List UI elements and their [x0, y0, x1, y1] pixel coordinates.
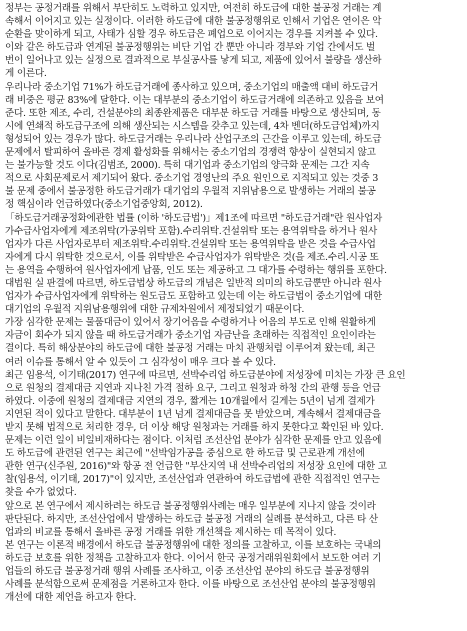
text-line: 번이 일어나고 있는 실정으로 결과적으로 부실공사를 낳게 되고, 제품에 있어서 불량을 생산하 [5, 55, 382, 67]
text-line: 래 비중은 평균 83%에 달한다. 이는 대부분의 중소기업이 하도급거래에 의존하고 있음을 보여 [5, 94, 384, 106]
text-line: 는 용역을 수행하여 원사업자에게 납품, 인도 또는 제공하고 그 대가를 수령하는 행위를 포한다. [5, 264, 387, 276]
text-line: 정 핵심이라 언급하였다(중소기업중앙회, 2012). [5, 199, 203, 211]
text-line: 문제에서 탈피하여 올바른 경제 활성화를 위해서는 중소기업의 경쟁력 향상이 실현되지 않고 [5, 147, 376, 159]
paragraph [5, 316, 463, 368]
text-line: 개선에 대한 제언을 하고자 한다. [5, 592, 137, 604]
text-line: 판단된다. 하지만, 조선산업에서 발생하는 하도급 불공정 거래의 실례를 분석하고, 다른 타 산 [5, 513, 378, 525]
text-line: 가장 심각한 문제는 물품대금이 있어서 장기어음을 수령하거나 어음의 부도로 인해 원활하게 [5, 317, 376, 329]
text-line: 순환을 맞이하게 되고, 사태가 심할 경우 하도급은 폐업으로 이어지는 경우를 지켜볼 수 있다. [5, 29, 378, 41]
paragraph [5, 369, 463, 500]
text-line: 는 불가능할 것도 이다(김범조, 2000). 특히 대기업과 중소기업의 양극화 문제는 그간 지속 [5, 160, 370, 172]
text-line: 이와 같은 하도급과 연계된 불공정행위는 비단 기업 간 뿐만 아니라 경부와 기업 간에서도 벌 [5, 42, 376, 54]
text-line: 업자가 수급사업자에게 위탁하는 원도급도 포함하고 있는데 이는 하도급법이 중소기업에 대한 [5, 291, 382, 303]
text-line: 「하도급거래공정화에관한 법률 (이하 '하도급법')」제1조에 따르면 "하도급거래"란 원사업자 [5, 212, 383, 224]
text-line: 업들의 하도급 불공정거래 행위 사례를 조사하고, 이중 조선산업 분야의 하도급 불공정행위 [5, 566, 370, 578]
text-line: 적으로 사회문제로서 제기되어 왔다. 중소기업 경영난의 주요 원인으로 지적되고 있는 것중 3 [5, 173, 379, 185]
paragraph [5, 539, 463, 604]
text-line: 하도급 보호를 위한 정책을 고찰하고자 한다. 이어서 한국 공정거래위원회에서 보도한 여러 기 [5, 552, 382, 564]
text-line: 최근 임용석, 이기태(2017) 연구에 따르면, 선박수리업 하도급분야에 저성장에 미치는 가장 큰 요인 [5, 369, 406, 381]
text-line: 형성되어 있는 경우가 많다. 하도급거래는 우리나라 산업구조의 근간을 이루고 있는데, 하도급 [5, 133, 382, 145]
text-line: 도 하도급에 관련된 연구는 최근에 "선박임가공을 중심으로 한 하도급 및 근로관계 개선에 [5, 448, 365, 460]
text-line: 업자가 다른 사업자로부터 제조위탁.수리위탁.건설위탁 또는 용역위탁을 받은 것을 수급사업 [5, 238, 376, 250]
text-line: 시에 연쇄적 하도급구조에 의해 생산되는 시스템을 갖추고 있는데, 4차 벤더(하도급업체)까지 [5, 120, 380, 132]
text-line: 사례를 분석함으로써 문제점을 거론하고자 한다. 이를 바탕으로 조선산업 분야의 불공정행위 [5, 579, 376, 591]
text-line: 지연된 적이 있다고 말한다. 대부분이 1년 넘게 결제대금을 못 받았으며, 계속해서 결제대금을 [5, 408, 381, 420]
text-line: 업과의 비교를 통해서 올바른 공정 거래를 위한 개선책을 제시하는 데 목적이 있다. [5, 526, 337, 538]
text-line: 대법원 실 판결에 따르면, 하도급법상 하도급의 개념은 일반적 의미의 하도급뿐만 아니라 원사 [5, 277, 382, 289]
text-line: 본 연구는 이론적 배경에서 하도급 불공정행위에 대한 정의를 고찰하고, 이를 보호하는 국내의 [5, 539, 382, 551]
text-line: 결이다. 특히 해상분야의 하도급에 대한 불공정 거래는 마치 관행처럼 이루어져 왔는데, 최근 [5, 343, 376, 355]
paragraph [5, 2, 463, 81]
text-line: 여러 이슈를 통해서 알 수 있듯이 그 심각성이 매우 크다 볼 수 있다. [5, 356, 276, 368]
text-line: 준다. 또한 제조, 수리, 건설분야의 최종완제품은 대부분 하도급 거래를 바탕으로 생산되며, 동 [5, 107, 381, 119]
paragraph [5, 212, 463, 317]
text-line: 앞으로 본 연구에서 제시하려는 하도급 불공정행위사례는 매우 일부분에 지나지 않을 것이라 [5, 500, 376, 512]
text-line: 자에게 다시 위탁한 것으로서, 이를 위탁받은 수급사업자가 위탁받은 것(을 제조.수리.시공 또 [5, 251, 379, 263]
text-line: 찾을 수가 없었다. [5, 487, 77, 499]
text-line: 불 문제 중에서 불공정한 하도급거래가 대기업의 우월적 지위남용으로 발생하는 거래의 불공 [5, 186, 376, 198]
text-line: 게 이른다. [5, 68, 47, 80]
text-line: 정부는 공정거래를 위해서 부단히도 노력하고 있지만, 여전히 하도급에 대한 불공정 거래는 계 [5, 3, 382, 14]
paragraph [5, 81, 463, 212]
text-line: 속해서 이어지고 있는 실정이다. 이러한 하도급에 대한 불공정행위로 인해서 기업은 연이은 악 [5, 16, 382, 28]
text-line: 받지 못해 법적으로 처리한 경우, 더 이상 해당 원청과는 거래를 하지 못한다고 확인된 바 있다. [5, 422, 384, 433]
text-line: 하였다. 이중에 원청의 결제대금 지연의 경우, 짧게는 10개월에서 길게는 5년이 넘게 결제가 [5, 395, 375, 407]
text-line: 문제는 이런 일이 비일비재하다는 점이다. 이처럼 조선산업 분야가 심각한 문제를 안고 있음에 [5, 435, 382, 447]
text-line: 가수급사업자에게 제조위탁(가공위탁 포함).수리위탁.건설위탁 또는 용역위탁을 하거나 원사 [5, 225, 378, 237]
text-line: 으로 원청의 결제대금 지연과 지나친 가격 절하 요구, 그리고 원청과 하청 간의 관행 등을 언급 [5, 382, 381, 394]
text-line: 관한 연구(신주원, 2016)"와 항공 전 언급한 "부산지역 내 선박수리업의 저성장 요인에 대한 고 [5, 461, 387, 473]
text-line: 대기업의 우월적 지위남용행위에 대한 규제차원에서 제정되었기 때문이다. [5, 304, 305, 316]
text-line: 우리나라 중소기업 71%가 하도급거래에 종사하고 있으며, 중소기업의 매출액 대비 하도급거 [5, 81, 379, 93]
text-line: 찰(임용석, 이기태, 2017)"이 있지만, 조선산업과 연관하여 하도급법에 관한 직접적인 연구는 [5, 474, 380, 486]
paragraph [5, 500, 463, 539]
text-line: 자금이 회수가 되지 않을 때 하도급거래가 중소기업 자금난을 초래하는 직접적인 요인이라는 [5, 330, 376, 342]
